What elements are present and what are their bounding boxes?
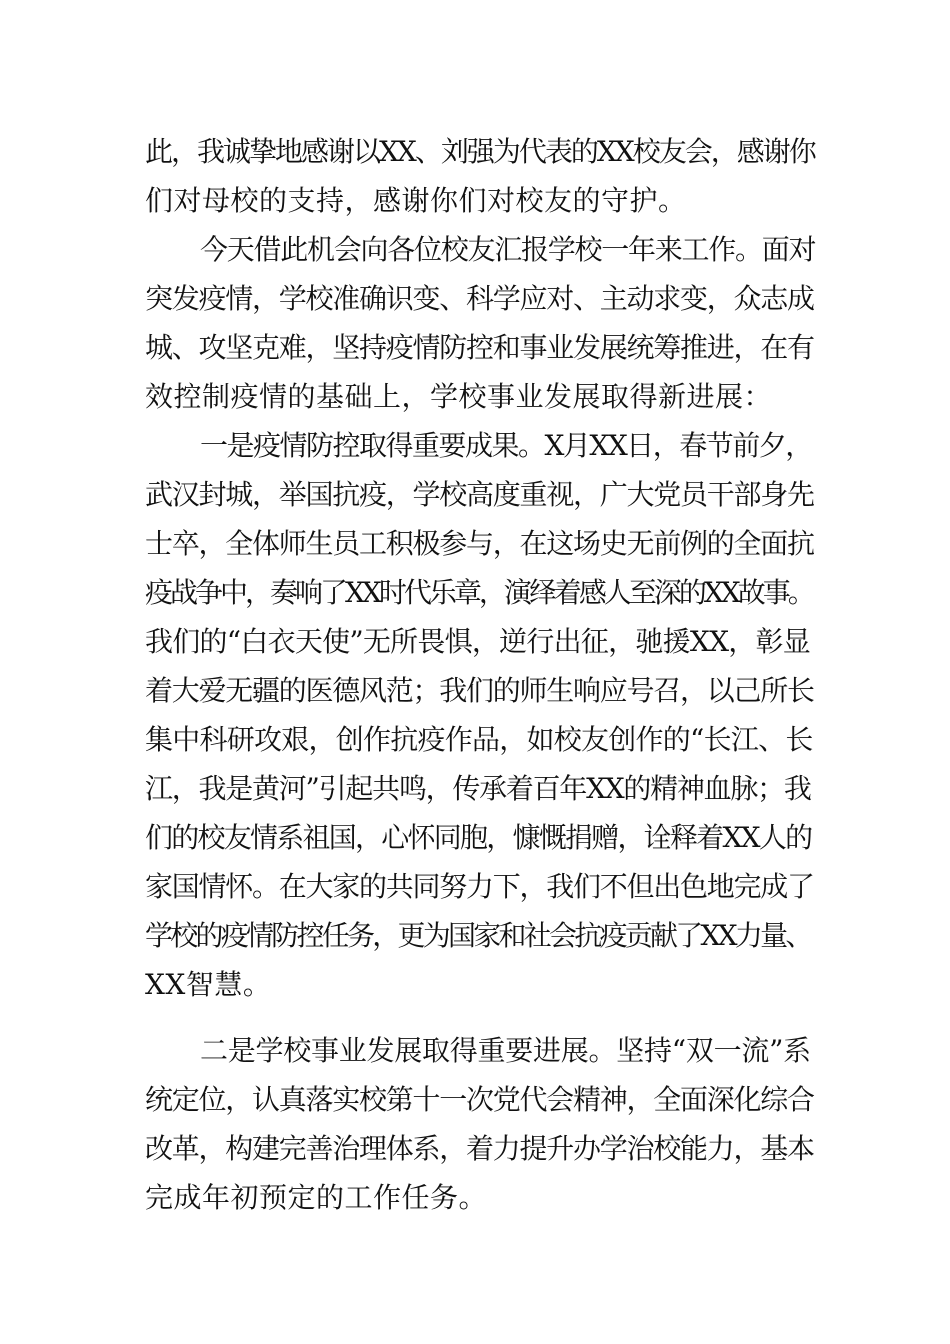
paragraph-3-line-10: 家国情怀。在大家的共同努力下，我们不但出色地完成了 bbox=[145, 870, 814, 903]
paragraph-4-line-2: 统定位，认真落实校第十一次党代会精神，全面深化综合 bbox=[145, 1083, 814, 1116]
paragraph-4-line-3: 改革，构建完善治理体系，着力提升办学治校能力，基本 bbox=[145, 1132, 814, 1165]
paragraph-3-line-5: 我们的“白衣天使”无所畏惧，逆行出征，驰援XX，彰显 bbox=[145, 625, 810, 658]
paragraph-2-line-1: 今天借此机会向各位校友汇报学校一年来工作。面对 bbox=[200, 233, 816, 266]
paragraph-3-line-3: 士卒，全体师生员工积极参与，在这场史无前例的全面抗 bbox=[145, 527, 814, 560]
paragraph-3-line-8: 江，我是黄河”引起共鸣，传承着百年XX的精神血脉；我 bbox=[145, 772, 811, 805]
paragraph-4-line-1: 二是学校事业发展取得重要进展。坚持“双一流”系 bbox=[200, 1034, 811, 1067]
paragraph-4-line-4: 完成年初预定的工作任务。 bbox=[145, 1181, 488, 1214]
paragraph-3-line-2: 武汉封城，举国抗疫，学校高度重视，广大党员干部身先 bbox=[145, 478, 814, 511]
paragraph-1-line-1: 此，我诚挚地感谢以XX、刘强为代表的XX校友会，感谢你 bbox=[145, 135, 815, 168]
paragraph-2-line-4: 效控制疫情的基础上，学校事业发展取得新进展： bbox=[145, 380, 773, 413]
paragraph-3-line-4: 疫战争中，奏响了XX时代乐章，演绎着感人至深的XX故事。 bbox=[145, 576, 813, 609]
paragraph-3-line-6: 着大爱无疆的医德风范；我们的师生响应号召，以己所长 bbox=[145, 674, 814, 707]
paragraph-2-line-3: 城、攻坚克难，坚持疫情防控和事业发展统筹推进，在有 bbox=[145, 331, 814, 364]
paragraph-3-line-7: 集中科研攻艰，创作抗疫作品，如校友创作的“长江、长 bbox=[145, 723, 813, 756]
paragraph-1-line-2: 们对母校的支持，感谢你们对校友的守护。 bbox=[145, 184, 687, 217]
paragraph-3-line-12: XX智慧。 bbox=[145, 968, 272, 1001]
paragraph-3-line-1: 一是疫情防控取得重要成果。X月XX日，春节前夕， bbox=[200, 429, 812, 462]
paragraph-2-line-2: 突发疫情，学校准确识变、科学应对、主动求变，众志成 bbox=[145, 282, 814, 315]
paragraph-3-line-9: 们的校友情系祖国，心怀同胞，慷慨捐赠，诠释着XX人的 bbox=[145, 821, 812, 854]
paragraph-3-line-11: 学校的疫情防控任务，更为国家和社会抗疫贡献了XX力量、 bbox=[145, 919, 811, 952]
